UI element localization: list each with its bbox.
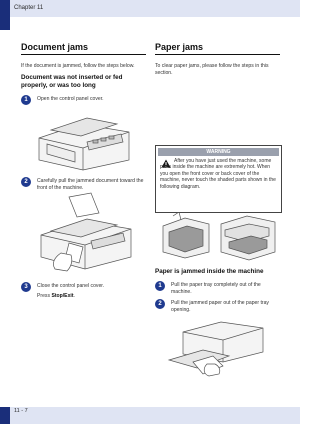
document-jams-title: Document jams bbox=[21, 42, 146, 55]
footer-band bbox=[0, 407, 300, 424]
right-step-2 bbox=[155, 300, 280, 313]
chapter-tab bbox=[0, 0, 10, 30]
left-column bbox=[21, 42, 146, 300]
step-number: 2 bbox=[21, 177, 31, 187]
left-subheading: Document was not inserted or fed properly, or was too long bbox=[21, 73, 123, 89]
press-prefix: Press bbox=[37, 292, 52, 299]
left-intro: If the document is jammed, follow the steps below. bbox=[21, 63, 135, 69]
right-step-1 bbox=[155, 282, 280, 295]
right-subheading: Paper is jammed inside the machine bbox=[155, 268, 264, 275]
paper-tray-illustration bbox=[163, 318, 278, 378]
left-step-1 bbox=[21, 96, 146, 103]
press-suffix: . bbox=[73, 292, 75, 299]
step-number: 1 bbox=[21, 95, 31, 105]
left-step-3 bbox=[21, 283, 146, 299]
footer-tab bbox=[0, 407, 10, 424]
fax-machine-pull-document-illustration bbox=[21, 191, 146, 277]
step-number: 1 bbox=[155, 281, 165, 291]
stop-exit-key: Stop/Exit bbox=[51, 292, 74, 299]
step-text: Pull the paper tray completely out of the machine. bbox=[171, 282, 261, 295]
right-intro: To clear paper jams, please follow the steps in this section. bbox=[155, 63, 269, 76]
fax-machine-open-cover-illustration bbox=[21, 102, 146, 174]
left-step-2 bbox=[21, 178, 146, 191]
page-number: 11 - 7 bbox=[14, 408, 28, 414]
warning-text: After you have just used the machine, some parts inside the machine are extremely hot. When you open the front cover or back cover of the machine, never touch the shaded parts shown in the following diagram. bbox=[160, 158, 276, 190]
right-lower bbox=[155, 268, 280, 313]
paper-jams-title: Paper jams bbox=[155, 42, 280, 55]
step-text: Open the control panel cover. bbox=[37, 95, 104, 102]
right-column bbox=[155, 42, 280, 76]
warning-heading: WARNING bbox=[158, 148, 279, 156]
press-instruction bbox=[37, 293, 146, 300]
hot-parts-diagram bbox=[155, 212, 280, 262]
step-number: 3 bbox=[21, 282, 31, 292]
step-text: Pull the jammed paper out of the paper tray opening. bbox=[171, 300, 269, 313]
step-text: Close the control panel cover. bbox=[37, 283, 105, 290]
header-band bbox=[0, 0, 300, 17]
step-text: Carefully pull the jammed document toward the front of the machine. bbox=[37, 178, 144, 191]
warning-box bbox=[155, 145, 282, 213]
chapter-label: Chapter 11 bbox=[14, 5, 44, 11]
step-number: 2 bbox=[155, 299, 165, 309]
